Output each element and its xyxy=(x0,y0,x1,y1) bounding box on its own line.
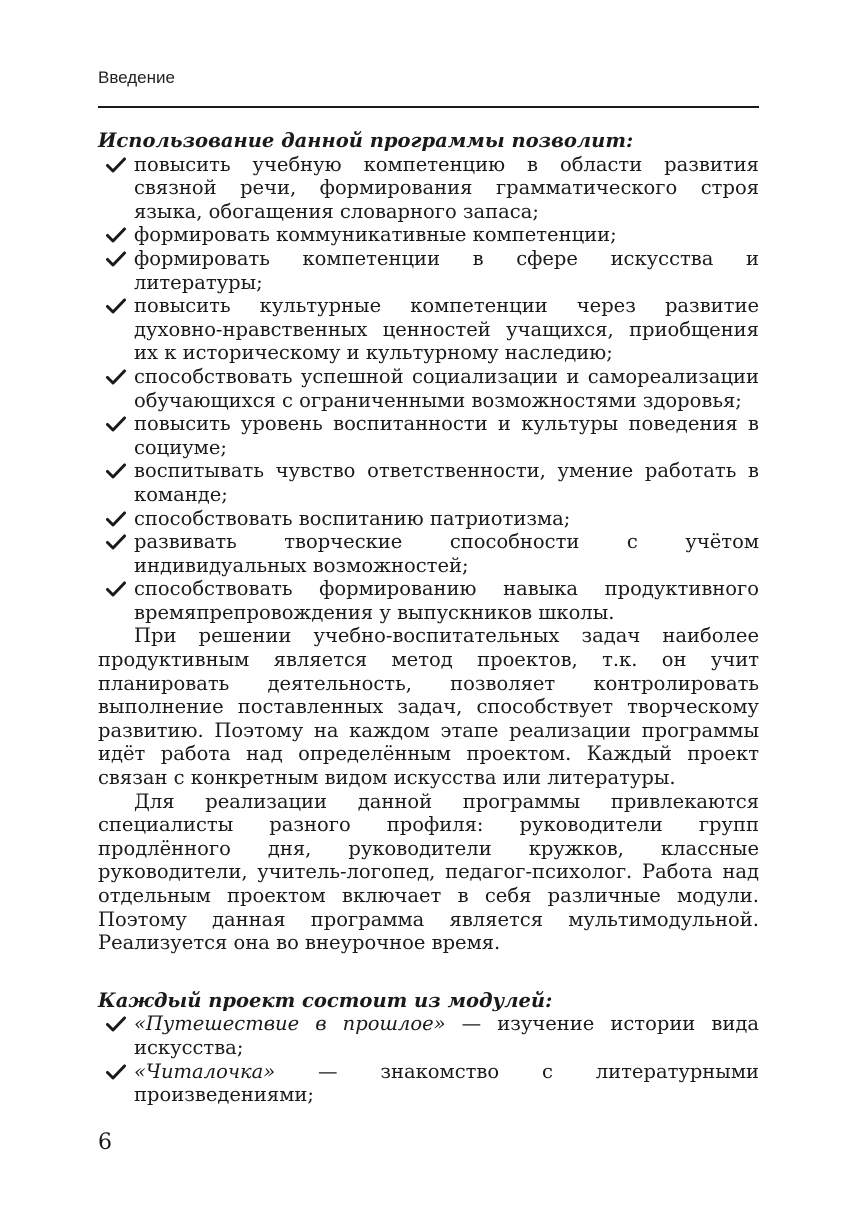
list-item xyxy=(98,577,759,624)
check-icon xyxy=(106,369,126,385)
check-icon xyxy=(106,416,126,432)
section-heading: Использование данной программы позволит: xyxy=(98,129,634,152)
list-item xyxy=(98,294,759,365)
list-item-text: повысить уровень воспитанности и культуры поведения в социуме; xyxy=(134,412,759,459)
list-item xyxy=(98,1012,759,1059)
list-item xyxy=(98,412,759,459)
list-item xyxy=(98,530,759,577)
list-item-text: способствовать успешной социализации и самореализации обучающихся с ограниченными возможностями здоровья; xyxy=(134,364,759,412)
list-item xyxy=(98,1060,759,1107)
check-icon xyxy=(106,581,126,597)
module-description: — изучение истории вида искусства; xyxy=(134,1012,759,1059)
page-number: 6 xyxy=(98,1130,112,1155)
list-item xyxy=(98,365,759,412)
list-item-text: формировать компетенции в сфере искусства и литературы; xyxy=(134,246,759,294)
module-name: «Читалочка» xyxy=(134,1059,276,1083)
list-item-text: развивать творческие способности с учётом индивидуальных возможностей; xyxy=(134,530,759,577)
header-rule xyxy=(98,106,759,108)
list-item xyxy=(98,153,759,224)
module-name: «Путешествие в прошлое» xyxy=(134,1012,446,1036)
list-item-text: повысить культурные компетенции через развитие духовно-нравственных ценностей учащихся, приобщения их к историческому и культурному наследию; xyxy=(134,294,759,365)
check-icon xyxy=(106,1016,126,1032)
body-paragraph: При решении учебно-воспитательных задач наиболее продуктивным является метод проектов, т.к. он учит планировать деятельность, позволяет контролировать выполнение поставленных задач, способствует творческому развитию. Поэтому на каждом этапе реализации программы идёт работа над определённым проектом. Каждый проект связан с конкретным видом искусства или литературы. xyxy=(98,624,759,790)
list-item xyxy=(98,223,759,247)
check-icon xyxy=(106,463,126,479)
check-icon xyxy=(106,227,126,243)
modules-list xyxy=(98,1012,759,1106)
list-item xyxy=(98,247,759,294)
section-heading: Каждый проект состоит из модулей: xyxy=(98,988,553,1012)
list-item-text: воспитывать чувство ответственности, умение работать в команде; xyxy=(134,459,759,506)
page-body xyxy=(98,129,759,1107)
check-icon xyxy=(106,1064,126,1080)
list-item xyxy=(98,459,759,506)
list-item-text: повысить учебную компетенцию в области развития связной речи, формирования грамматического строя языка, обогащения словарного запаса; xyxy=(134,152,759,223)
check-icon xyxy=(106,157,126,173)
body-paragraph: Для реализации данной программы привлекаются специалисты разного профиля: руководители групп продлённого дня, руководители кружков, классные руководители, учитель-логопед, педагог-психолог. Работа над отдельным проектом включает в себя различные модули. Поэтому данная программа является мультимодульной. Реализуется она во внеурочное время. xyxy=(98,789,759,955)
list-item-text: способствовать формированию навыка продуктивного времяпрепровождения у выпускников школы. xyxy=(134,577,759,624)
check-icon xyxy=(106,511,126,527)
check-icon xyxy=(106,298,126,314)
list-item-text: формировать коммуникативные компетенции; xyxy=(134,223,617,247)
running-head: Введение xyxy=(98,68,175,87)
check-icon xyxy=(106,534,126,550)
goals-list xyxy=(98,153,759,625)
list-item xyxy=(98,507,759,531)
list-item-text: способствовать воспитанию патриотизма; xyxy=(134,506,571,530)
check-icon xyxy=(106,251,126,267)
module-description: — знакомство с литературными произведениями; xyxy=(134,1059,759,1107)
